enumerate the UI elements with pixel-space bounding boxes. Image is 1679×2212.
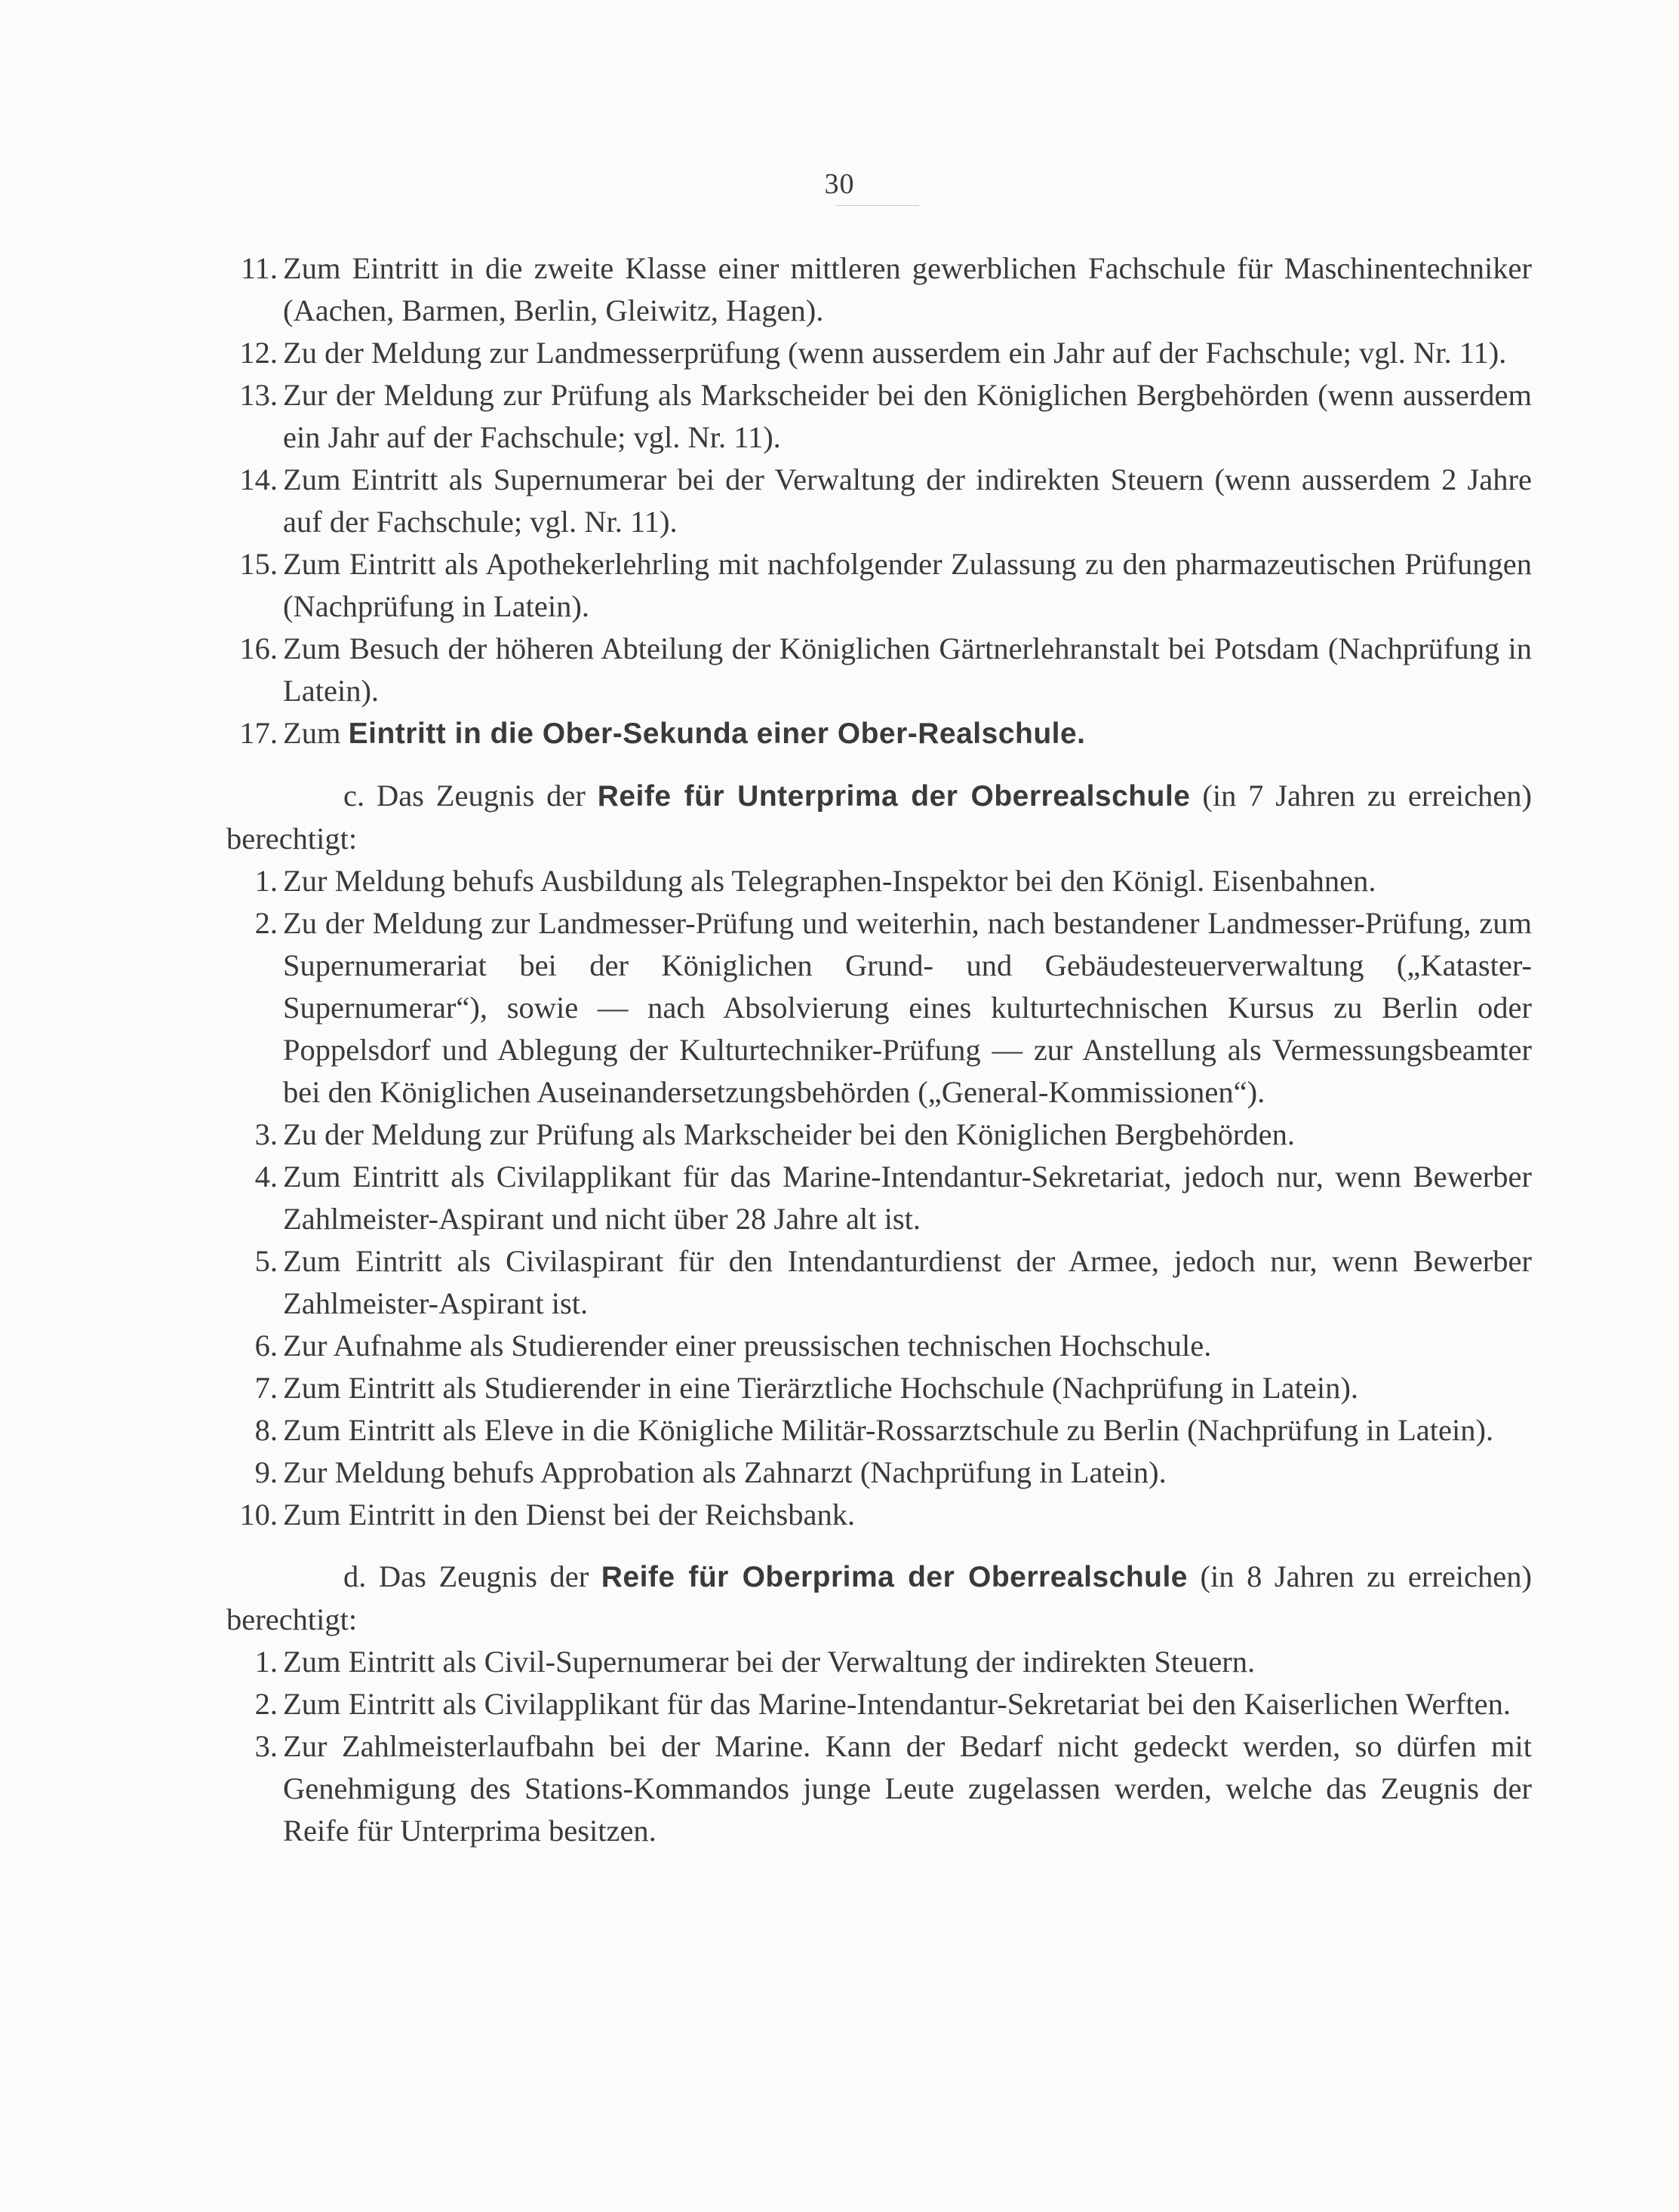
section-c-intro-suffix: (in 7 Jahren zu erreichen) berechtigt:: [226, 779, 1533, 856]
item-number: 2.: [254, 1687, 278, 1721]
item-text: Zu der Meldung zur Landmesserprüfung (wenn ausserdem ein Jahr auf der Fachschule; vgl. Nr. 11).: [283, 336, 1507, 370]
item-number: 13.: [239, 378, 278, 412]
item-text: Zum Eintritt als Eleve in die Königliche Militär-Rossarztschule zu Berlin (Nachprüfung in Latein).: [283, 1413, 1494, 1447]
section-c-intro: [0, 775, 1679, 860]
item-text: Zum Eintritt in den Dienst bei der Reichsbank.: [283, 1498, 856, 1532]
item-number: 11.: [240, 251, 278, 285]
item-text: Zur der Meldung zur Prüfung als Markscheider bei den Königlichen Bergbehörden (wenn ausserdem ein Jahr auf der Fachschule; vgl. Nr. 11).: [283, 378, 1532, 454]
page-number-rule: [836, 205, 919, 206]
page-number: 30: [824, 168, 855, 200]
list-item: [0, 459, 1679, 543]
item-text: Zum Eintritt als Studierender in eine Tierärztliche Hochschule (Nachprüfung in Latein).: [283, 1371, 1358, 1405]
item-number: 16.: [239, 631, 278, 665]
item-text: Zum Eintritt als Civilapplikant für das Marine-Intendantur-Sekretariat, jedoch nur, wenn Bewerber Zahlmeister-Aspirant und nicht über 28 Jahre alt ist.: [283, 1160, 1532, 1236]
list-item: [0, 332, 1679, 374]
item-number: 15.: [239, 547, 278, 581]
item-text: Zum: [283, 716, 341, 750]
item-number: 7.: [254, 1371, 278, 1405]
item-bold-text: Eintritt in die Ober-Sekunda einer Ober-Realschule.: [348, 717, 1086, 750]
list-item: [0, 1641, 1679, 1683]
section-b-list: [0, 247, 1679, 755]
section-d-intro: [0, 1556, 1679, 1641]
list-item: [0, 1240, 1679, 1325]
item-text: Zum Eintritt als Civil-Supernumerar bei der Verwaltung der indirekten Steuern.: [283, 1645, 1256, 1679]
item-number: 5.: [254, 1244, 278, 1278]
list-item: [0, 1367, 1679, 1409]
item-text: Zu der Meldung zur Landmesser-Prüfung und weiterhin, nach bestandener Landmesser-Prüfung, zum Supernumerariat bei der Königlichen Grund- und Gebäudesteuerverwaltung („Kataster-Supernumerar“), sowie — nach Absolvierung eines kulturtechnischen Kursus zu Berlin oder Poppelsdorf und Ablegung der Kulturtechniker-Prüfung — zur Anstellung als Vermessungsbeamter bei den Königlichen Auseinandersetzungsbehörden („General-Kommissionen“).: [283, 906, 1532, 1109]
list-item: [0, 1452, 1679, 1494]
item-number: 6.: [254, 1329, 278, 1363]
item-text: Zum Eintritt in die zweite Klasse einer mittleren gewerblichen Fachschule für Maschinentechniker (Aachen, Barmen, Berlin, Gleiwitz, Hagen).: [283, 251, 1532, 327]
item-number: 1.: [254, 864, 278, 898]
item-number: 10.: [239, 1498, 278, 1532]
item-number: 12.: [239, 336, 278, 370]
item-text: Zur Aufnahme als Studierender einer preussischen technischen Hochschule.: [283, 1329, 1212, 1363]
item-text: Zum Eintritt als Civilapplikant für das Marine-Intendantur-Sekretariat bei den Kaiserlichen Werften.: [283, 1687, 1511, 1721]
list-item: [0, 1325, 1679, 1367]
list-item: [0, 860, 1679, 902]
page-content: [0, 247, 1679, 1852]
section-d-intro-prefix: d. Das Zeugnis der: [343, 1559, 589, 1593]
section-c-list: [0, 860, 1679, 1536]
list-item: [0, 543, 1679, 628]
item-number: 14.: [239, 462, 278, 496]
item-number: 8.: [254, 1413, 278, 1447]
list-item: [0, 1725, 1679, 1852]
list-item: [0, 1494, 1679, 1536]
item-number: 17.: [239, 716, 278, 750]
section-c-intro-bold: Reife für Unterprima der Oberrealschule: [597, 780, 1191, 813]
item-text: Zum Besuch der höheren Abteilung der Königlichen Gärtnerlehranstalt bei Potsdam (Nachprüfung in Latein).: [283, 631, 1532, 708]
list-item: [0, 1156, 1679, 1240]
spacer: [0, 1536, 1679, 1556]
list-item: [0, 902, 1679, 1114]
list-item: [0, 247, 1679, 332]
item-text: Zu der Meldung zur Prüfung als Markscheider bei den Königlichen Bergbehörden.: [283, 1117, 1296, 1151]
item-number: 3.: [254, 1117, 278, 1151]
item-text: Zum Eintritt als Civilaspirant für den Intendanturdienst der Armee, jedoch nur, wenn Bewerber Zahlmeister-Aspirant ist.: [283, 1244, 1532, 1320]
list-item: [0, 628, 1679, 712]
section-d-list: [0, 1641, 1679, 1852]
list-item: [0, 1683, 1679, 1725]
list-item: [0, 374, 1679, 459]
item-number: 4.: [254, 1160, 278, 1194]
item-number: 2.: [254, 906, 278, 940]
section-d-intro-bold: Reife für Oberprima der Oberrealschule: [601, 1561, 1188, 1593]
item-text: Zum Eintritt als Apothekerlehrling mit nachfolgender Zulassung zu den pharmazeutischen Prüfungen (Nachprüfung in Latein).: [283, 547, 1532, 623]
item-text: Zur Meldung behufs Approbation als Zahnarzt (Nachprüfung in Latein).: [283, 1455, 1167, 1489]
item-number: 3.: [254, 1729, 278, 1763]
item-number: 1.: [254, 1645, 278, 1679]
item-text: Zum Eintritt als Supernumerar bei der Verwaltung der indirekten Steuern (wenn ausserdem 2 Jahre auf der Fachschule; vgl. Nr. 11).: [283, 462, 1532, 539]
item-number: 9.: [254, 1455, 278, 1489]
list-item: [0, 1409, 1679, 1452]
item-text: Zur Meldung behufs Ausbildung als Telegraphen-Inspektor bei den Königl. Eisenbahnen.: [283, 864, 1376, 898]
section-c-intro-prefix: c. Das Zeugnis der: [343, 779, 586, 813]
section-d-intro-suffix: (in 8 Jahren zu erreichen) berechtigt:: [226, 1559, 1533, 1636]
spacer: [0, 755, 1679, 775]
item-text: Zur Zahlmeisterlaufbahn bei der Marine. Kann der Bedarf nicht gedeckt werden, so dürfen mit Genehmigung des Stations-Kommandos junge Leute zugelassen werden, welche das Zeugnis der Reife für Unterprima besitzen.: [283, 1729, 1532, 1848]
list-item: [0, 712, 1679, 755]
list-item: [0, 1114, 1679, 1156]
